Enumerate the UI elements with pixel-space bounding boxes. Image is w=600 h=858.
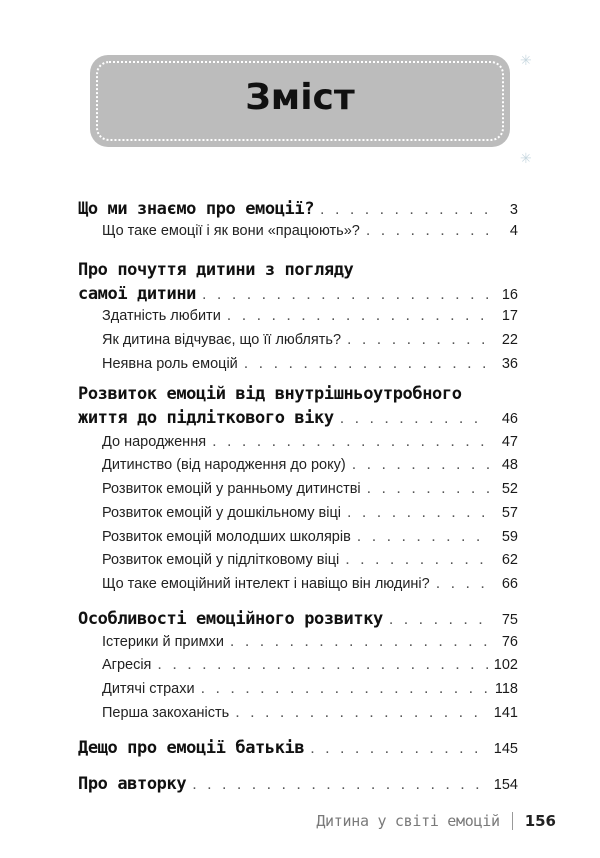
toc-entry[interactable]: Здатність любити . . . 17 <box>78 307 518 325</box>
toc-entry[interactable]: Що таке емоційний інтелект і навіщо він людині? . . . 66 <box>78 575 518 593</box>
page-number: 46 <box>501 411 518 427</box>
footer-page-number: 156 <box>524 812 556 830</box>
page-number: 22 <box>501 332 518 348</box>
toc-entry[interactable]: Неявна роль емоцій . . . 36 <box>78 355 518 373</box>
toc-entry[interactable]: Розвиток емоцій у дошкільному віці . . . 57 <box>78 504 518 522</box>
toc-entry[interactable]: Перша закоханість . . . 141 <box>78 704 518 722</box>
toc-entry[interactable]: Що таке емоції і як вони «працюють»? . . . 4 <box>78 222 518 240</box>
page-number: 118 <box>494 681 518 697</box>
page-number: 16 <box>501 287 518 303</box>
page-number: 66 <box>501 576 518 592</box>
page-number: 62 <box>501 552 518 568</box>
toc-entry[interactable]: До народження . . . 47 <box>78 433 518 451</box>
toc-chapter-line: Про почуття дитини з погляду <box>78 260 354 280</box>
footer-divider <box>512 812 513 830</box>
page-number: 102 <box>493 657 518 673</box>
page-number: 52 <box>501 481 518 497</box>
page-number: 57 <box>501 505 518 521</box>
toc-chapter[interactable]: життя до підліткового віку . . . 46 <box>78 408 518 428</box>
page-number: 145 <box>493 741 518 757</box>
toc-chapter[interactable]: Про авторку . . . 154 <box>78 774 518 794</box>
toc-chapter[interactable]: самої дитини . . . 16 <box>78 284 518 304</box>
page-number: 4 <box>509 223 518 239</box>
page-number: 48 <box>501 457 518 473</box>
sparkle-icon: ✳ <box>520 52 532 68</box>
toc-chapter[interactable]: Дещо про емоції батьків . . . 145 <box>78 738 518 758</box>
toc-entry[interactable]: Агресія . . . 102 <box>78 656 518 674</box>
toc-chapter[interactable]: Особливості емоційного розвитку . . . 75 <box>78 609 518 629</box>
page-number: 36 <box>501 356 518 372</box>
toc-entry[interactable]: Істерики й примхи . . . 76 <box>78 633 518 651</box>
page-footer <box>316 812 556 830</box>
page-number: 75 <box>501 612 518 628</box>
page-number: 154 <box>493 777 518 793</box>
toc-entry[interactable]: Розвиток емоцій у підлітковому віці . . . 62 <box>78 551 518 569</box>
page-number: 59 <box>501 529 518 545</box>
page-number: 3 <box>509 202 518 218</box>
page-number: 141 <box>493 705 518 721</box>
toc-entry[interactable]: Розвиток емоцій у ранньому дитинстві . . . 52 <box>78 480 518 498</box>
toc-entry[interactable]: Розвиток емоцій молодших школярів . . . 59 <box>78 528 518 546</box>
page-title: Зміст <box>245 77 355 118</box>
toc-chapter[interactable]: Що ми знаємо про емоції? . . . 3 <box>78 199 518 219</box>
contents-banner <box>90 55 510 147</box>
page-number: 17 <box>501 308 518 324</box>
toc-entry[interactable]: Дитячі страхи . . . 118 <box>78 680 518 698</box>
toc-chapter-line: Розвиток емоцій від внутрішньоутробного <box>78 384 462 404</box>
page-number: 47 <box>501 434 518 450</box>
toc-entry[interactable]: Дитинство (від народження до року) . . . 48 <box>78 456 518 474</box>
footer-book-title: Дитина у світі емоцій <box>316 812 500 830</box>
toc-entry[interactable]: Як дитина відчуває, що її люблять? . . . 22 <box>78 331 518 349</box>
page-number: 76 <box>501 634 518 650</box>
sparkle-icon: ✳ <box>520 150 532 166</box>
